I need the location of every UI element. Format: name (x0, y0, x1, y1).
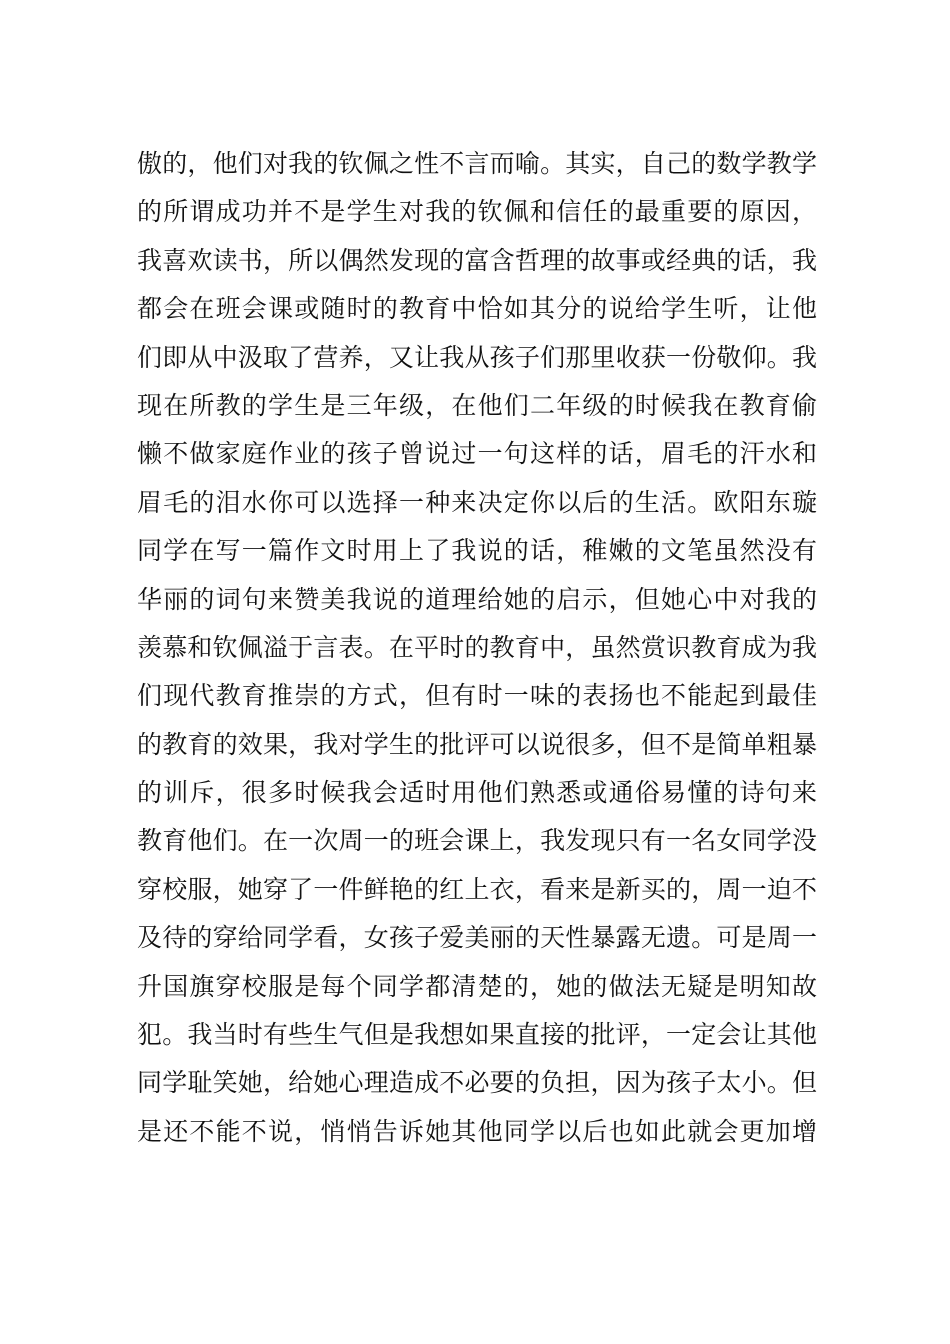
text-line: 升国旗穿校服是每个同学都清楚的，她的做法无疑是明知故 (137, 971, 817, 1001)
text-line: 们即从中汲取了营养，又让我从孩子们那里收获一份敬仰。我 (137, 342, 817, 372)
text-line: 及待的穿给同学看，女孩子爱美丽的天性暴露无遗。可是周一 (137, 923, 817, 953)
text-line: 犯。我当时有些生气但是我想如果直接的批评，一定会让其他 (137, 1020, 817, 1050)
text-line: 穿校服，她穿了一件鲜艳的红上衣，看来是新买的，周一迫不 (137, 874, 817, 904)
text-line: 懒不做家庭作业的孩子曾说过一句这样的话，眉毛的汗水和 (137, 439, 817, 469)
text-line: 傲的，他们对我的钦佩之性不言而喻。其实，自己的数学教学 (137, 149, 817, 178)
text-line: 教育他们。在一次周一的班会课上，我发现只有一名女同学没 (137, 826, 817, 856)
text-line: 的教育的效果，我对学生的批评可以说很多，但不是简单粗暴 (137, 729, 817, 759)
text-line: 羡慕和钦佩溢于言表。在平时的教育中，虽然赏识教育成为我 (137, 632, 817, 662)
text-line: 眉毛的泪水你可以选择一种来决定你以后的生活。欧阳东璇 (137, 487, 817, 517)
text-line: 们现代教育推崇的方式，但有时一味的表扬也不能起到最佳 (137, 681, 817, 711)
text-line: 的训斥，很多时候我会适时用他们熟悉或通俗易懂的诗句来 (137, 778, 817, 808)
text-line: 是还不能不说，悄悄告诉她其他同学以后也如此就会更加增 (137, 1116, 817, 1146)
text-line: 的所谓成功并不是学生对我的钦佩和信任的最重要的原因， (137, 197, 817, 227)
body-text (137, 140, 817, 1156)
text-line: 我喜欢读书，所以偶然发现的富含哲理的故事或经典的话，我 (137, 245, 817, 275)
text-line: 同学耻笑她，给她心理造成不必要的负担，因为孩子太小。但 (137, 1068, 817, 1098)
text-line: 现在所教的学生是三年级，在他们二年级的时候我在教育偷 (137, 390, 817, 420)
text-line: 华丽的词句来赞美我说的道理给她的启示，但她心中对我的 (137, 584, 817, 614)
text-line: 同学在写一篇作文时用上了我说的话，稚嫩的文笔虽然没有 (137, 536, 817, 566)
text-line: 都会在班会课或随时的教育中恰如其分的说给学生听，让他 (137, 294, 817, 324)
